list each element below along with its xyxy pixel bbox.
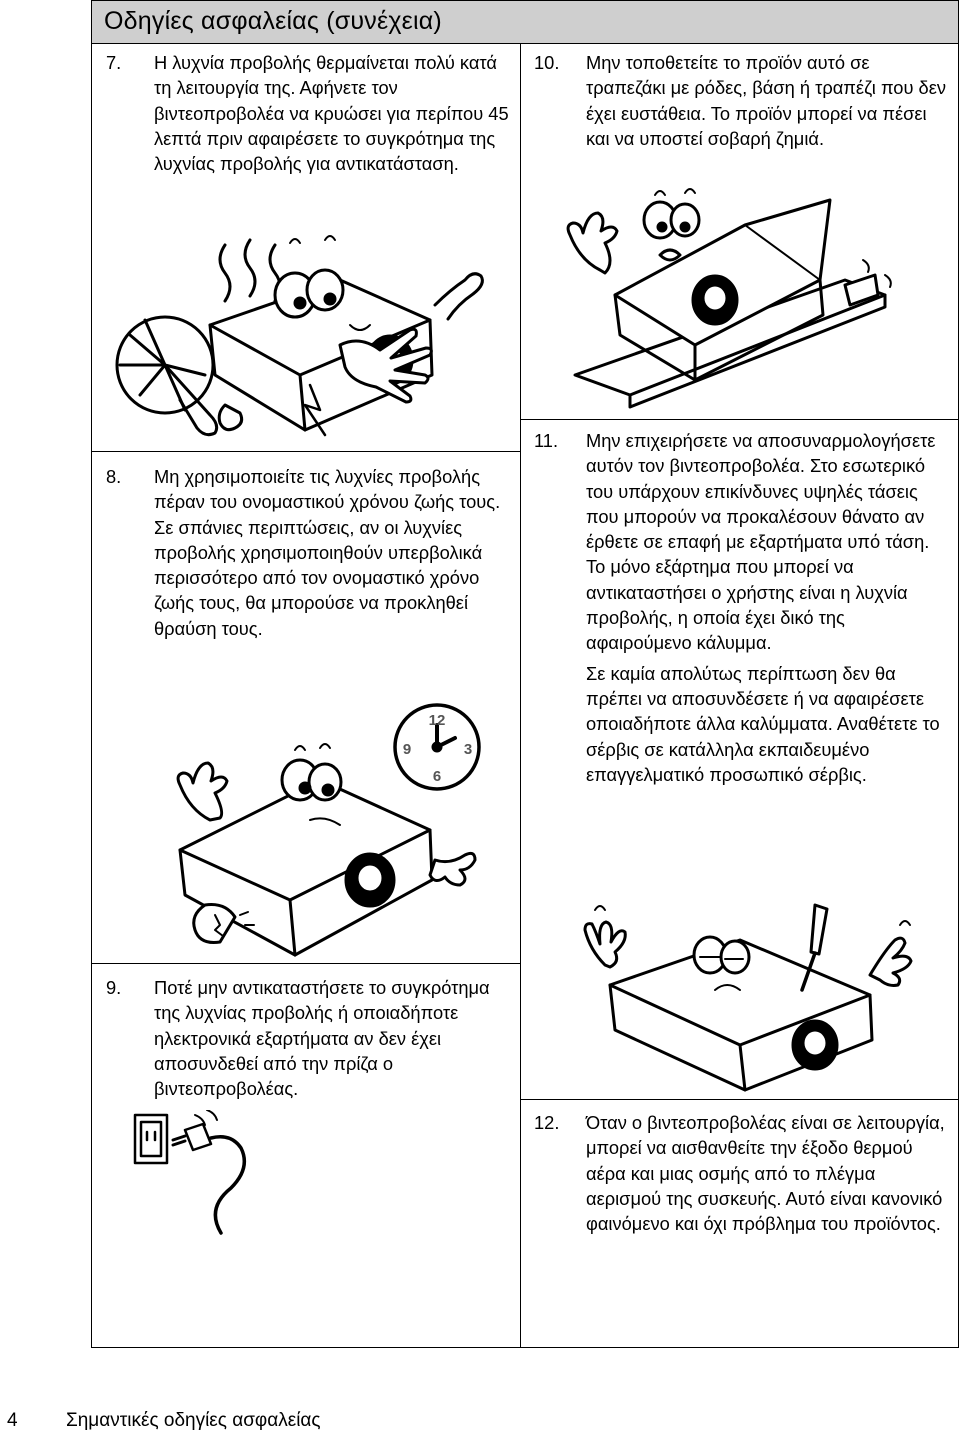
clock-label-3: 3	[463, 741, 473, 758]
clock-label-6: 6	[432, 768, 442, 785]
disassembly-warning-illustration	[570, 895, 930, 1095]
clock-label-9: 9	[402, 741, 412, 758]
item-text: Μην τοποθετείτε το προϊόν αυτό σε τραπεζάκι με ρόδες, βάση ή τραπέζι που δεν έχει ευστάθεια. Το προϊόν μπορεί να πέσει και να υποστεί σοβαρή ζημιά.	[586, 52, 947, 149]
lamp-lifetime-illustration	[150, 700, 490, 960]
row-divider-left-1	[92, 451, 520, 452]
item-text: Μη χρησιμοποιείτε τις λυχνίες προβολής πέραν του ονομαστικού χρόνου ζωής τους. Σε σπάνιες περιπτώσεις, αν οι λυχνίες προβολής χρησιμοποιηθούν υπερβολικά περισσότερο από τον ονομαστικό χρόνο ζωής τους, θα μπορούσε να προκληθεί θραύση τους.	[154, 466, 501, 639]
row-divider-left-2	[92, 963, 520, 964]
plug-icon	[185, 1124, 211, 1150]
falling-projector-illustration	[545, 185, 925, 410]
heat-wave-icon	[220, 245, 230, 301]
item-text-continued: Σε καμία απολύτως περίπτωση δεν θα πρέπει να αποσυνδέσετε ή να αφαιρέσετε οποιαδήποτε άλλα καλύμματα. Αναθέτετε το σέρβις σε κατάλληλα εκπαιδευμένο επαγγελματικό προσωπικό σέρβις.	[586, 662, 940, 785]
clock-label-12: 12	[428, 712, 446, 729]
row-divider-right-1	[520, 419, 958, 420]
item-text: Ποτέ μην αντικαταστήσετε το συγκρότημα της λυχνίας προβολής ή οποιαδήποτε ηλεκτρονικά εξαρτήματα αν δεν έχει αποσυνδεθεί από την πρίζα ο βιντεοπροβολέας.	[154, 977, 490, 1100]
hot-projector-illustration	[110, 225, 490, 450]
item-text: Μην επιχειρήσετε να αποσυναρμολογήσετε αυτόν τον βιντεοπροβολέα. Στο εσωτερικό του υπάρχουν επικίνδυνες υψηλές τάσεις που μπορούν να προκαλέσουν θάνατο αν έρθετε σε επαφή με εξαρτήματα υπό τάση. Το μόνο εξάρτημα που μπορεί να αντικαταστήσει ο χρήστης είναι η λυχνία προβολής, η οποία έχει δικό της αφαιρούμενο κάλυμμα.	[586, 430, 936, 654]
column-divider	[520, 43, 521, 1347]
item-number: 12.	[534, 1112, 560, 1133]
item-number: 9.	[106, 977, 122, 998]
unplug-illustration	[125, 1110, 305, 1240]
row-divider-right-2	[520, 1099, 958, 1100]
footer-section-title: Σημαντικές οδηγίες ασφαλείας	[66, 1410, 321, 1431]
page-title: Οδηγίες ασφαλείας (συνέχεια)	[104, 7, 442, 35]
item-number: 7.	[106, 52, 122, 73]
item-number: 8.	[106, 466, 122, 487]
item-text: Η λυχνία προβολής θερμαίνεται πολύ κατά τη λειτουργία της. Αφήνετε τον βιντεοπροβολέα να κρυώσει για περίπου 45 λεπτά πριν αφαιρέσετε το συγκρότημα της λυχνίας προβολής για αντικατάσταση.	[154, 52, 509, 175]
item-number: 11.	[534, 430, 559, 451]
item-number: 10.	[534, 52, 560, 73]
page-number: 4	[7, 1410, 18, 1431]
item-text: Όταν ο βιντεοπροβολέας είναι σε λειτουργία, μπορεί να αισθανθείτε την έξοδο θερμού αέρα και μιας οσμής από το πλέγμα αερισμού της συσκευής. Αυτό είναι κανονικό φαινόμενο και όχι πρόβλημα του προϊόντος.	[586, 1112, 945, 1235]
section-header	[92, 1, 958, 44]
